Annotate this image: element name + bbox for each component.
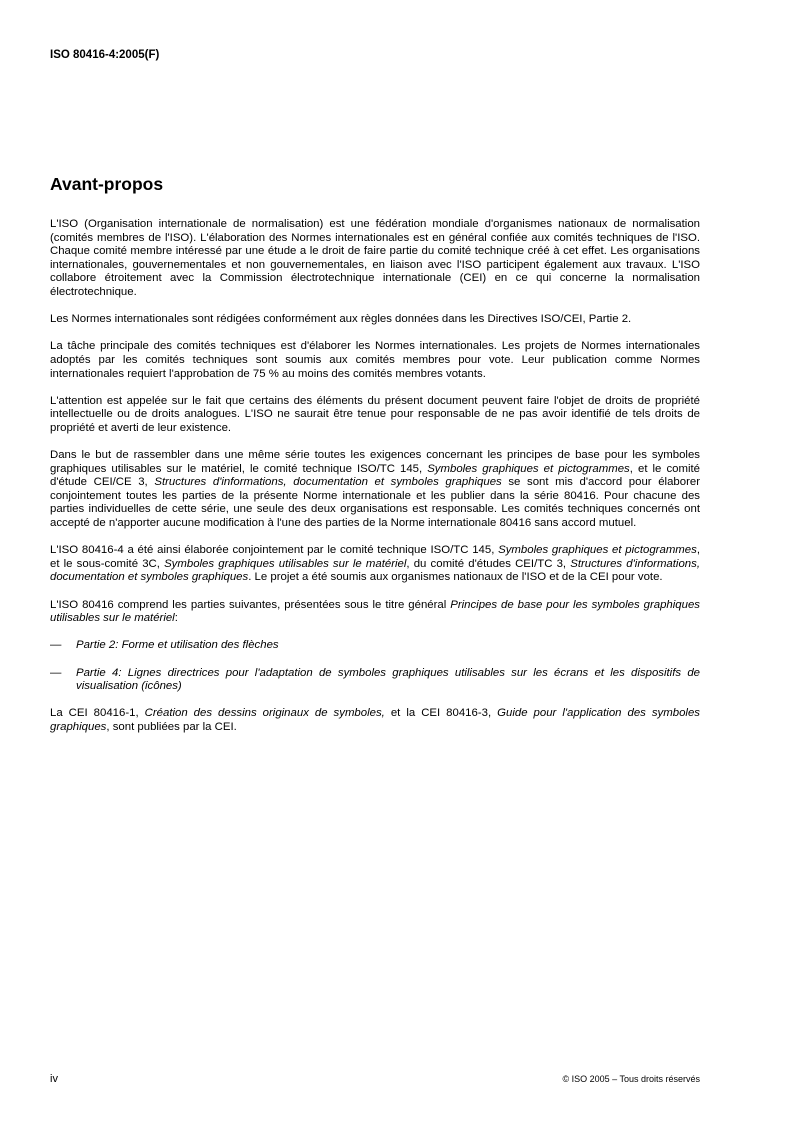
italic-committee-title: Symboles graphiques et pictogrammes xyxy=(427,462,630,475)
italic-committee-title: Structures d'informations, documentation et symboles graphiques xyxy=(154,476,502,489)
page-title: Avant-propos xyxy=(50,174,164,194)
paragraph-patent-rights: L'attention est appelée sur le fait que certains des éléments du présent document peuvent faire l'objet de droits de propriété intellectuelle ou de droits analogues. L'ISO ne saurait être tenue pour responsable de ne pas avoir identifié de tels droits de propriété et averti de leur existence. xyxy=(50,394,700,434)
text-run: et la CEI 80416-3, xyxy=(384,707,498,720)
paragraph-series-80416 xyxy=(50,449,700,531)
list-item-text: Partie 2: Forme et utilisation des flèches xyxy=(76,639,279,652)
text-run: . Le projet a été soumis aux organismes nationaux de l'ISO et de la CEI pour vote. xyxy=(248,571,663,584)
italic-general-title: Principes de base pour les symboles graphiques utilisables sur le matériel xyxy=(50,598,700,625)
italic-publication-title: Création des dessins originaux de symboles, xyxy=(144,707,385,720)
paragraph-committees-task: La tâche principale des comités techniques est d'élaborer les Normes internationales. Les projets de Normes internationales adoptés par les comités techniques sont soumis aux comités membres pour vote. Leur publication comme Normes internationales requiert l'approbation de 75 % au moins des comités membres votants. xyxy=(50,340,700,380)
italic-publication-title: Guide pour l'application des symboles graphiques xyxy=(50,707,700,733)
text-run: : xyxy=(174,612,178,625)
text-run: La CEI 80416-1, xyxy=(50,707,145,720)
text-run: se sont mis d'accord pour élaborer conjointement toutes les parties de la présente Norme internationale et les publier dans la série 80416. Pour chacune des parties individuelles de cette série, une seule des deux organisations est responsable. Les comités techniques concernés ont accepté de n'apporter aucune modification à l'une des parties de la Norme internationale 80416 sans accord mutuel. xyxy=(50,476,700,530)
list-item xyxy=(50,667,700,694)
page-number: iv xyxy=(50,1073,58,1085)
text-run: , et le sous-comité 3C, xyxy=(50,544,700,570)
italic-committee-title: Symboles graphiques et pictogrammes xyxy=(498,544,697,557)
text-run: , du comité d'études CEI/TC 3, xyxy=(406,557,571,570)
list-item-text: Partie 4: Lignes directrices pour l'adaptation de symboles graphiques utilisables sur les écrans et les dispositifs de visualisation (icônes) xyxy=(76,666,700,693)
foreword-body xyxy=(50,218,700,748)
text-run: , et le comité d'étude CEI/CE 3, xyxy=(50,462,700,489)
italic-committee-title: Symboles graphiques utilisables sur le matériel xyxy=(164,557,407,570)
text-run: L'ISO 80416 comprend les parties suivantes, présentées sous le titre général xyxy=(50,598,451,611)
italic-committee-title: Structures d'informations, documentation et symboles graphiques xyxy=(50,557,700,584)
paragraph-iso-80416-4 xyxy=(50,544,700,585)
text-run: L'ISO 80416-4 a été ainsi élaborée conjointement par le comité technique ISO/TC 145, xyxy=(50,544,499,557)
copyright-notice: © ISO 2005 – Tous droits réservés xyxy=(562,1074,700,1084)
document-reference: ISO 80416-4:2005(F) xyxy=(50,49,160,61)
parts-list xyxy=(50,639,700,693)
paragraph-directives: Les Normes internationales sont rédigées conformément aux règles données dans les Directives ISO/CEI, Partie 2. xyxy=(50,313,632,326)
em-dash-marker: — xyxy=(50,639,62,652)
em-dash-marker: — xyxy=(50,666,62,679)
paragraph-cei-publications xyxy=(50,707,700,734)
paragraph-parts-intro xyxy=(50,599,700,626)
paragraph-iso-organisation: L'ISO (Organisation internationale de normalisation) est une fédération mondiale d'organismes nationaux de normalisation (comités membres de l'ISO). L'élaboration des Normes internationales est en général confiée aux comités techniques de l'ISO. Chaque comité membre intéressé par une étude a le droit de faire partie du comité technique créé à cet effet. Les organisations internationales, gouvernementales et non gouvernementales, en liaison avec l'ISO participent également aux travaux. L'ISO collabore étroitement avec la Commission électrotechnique internationale (CEI) en ce qui concerne la normalisation électrotechnique. xyxy=(50,218,700,298)
list-item xyxy=(50,639,700,653)
text-run: Dans le but de rassembler dans une même série toutes les exigences concernant les principes de base pour les symboles graphiques utilisables sur le matériel, le comité technique ISO/TC 145, xyxy=(50,449,700,475)
text-run: , sont publiées par la CEI. xyxy=(106,720,237,733)
